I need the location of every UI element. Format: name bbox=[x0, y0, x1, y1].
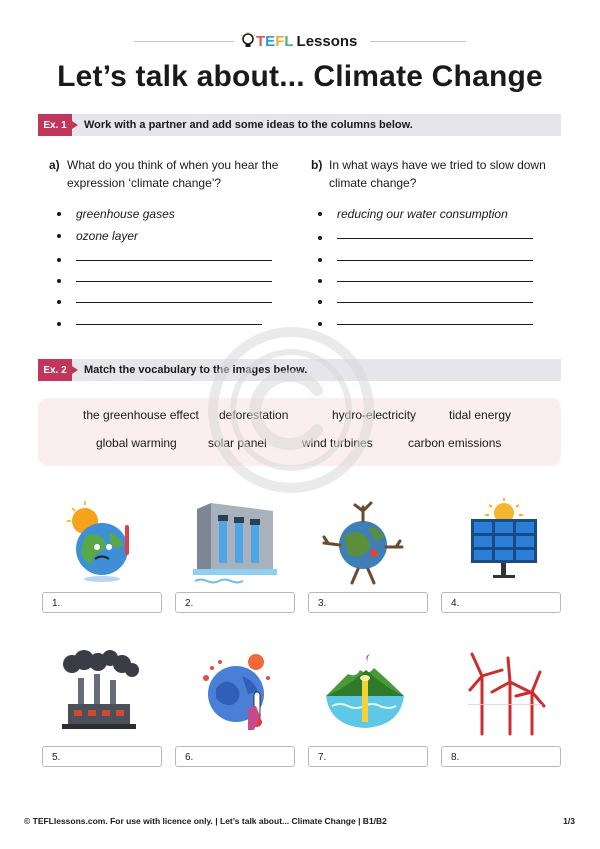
blank-line-item[interactable] bbox=[57, 294, 272, 310]
answer-blank[interactable] bbox=[337, 281, 533, 282]
logo-letter-t: T bbox=[256, 32, 266, 50]
question-b bbox=[311, 156, 561, 196]
answer-blank[interactable] bbox=[337, 238, 533, 239]
page-title: Let’s talk about... Climate Change bbox=[57, 60, 543, 93]
hydro-dam-icon bbox=[189, 497, 279, 587]
tefl-logo bbox=[240, 31, 364, 51]
answer-box-1[interactable]: 1. bbox=[42, 592, 162, 613]
bullet-icon bbox=[318, 300, 322, 304]
lightbulb-icon bbox=[240, 32, 256, 50]
list-item bbox=[57, 228, 138, 244]
factory-smoke-icon bbox=[54, 648, 144, 738]
exercise-1-bar bbox=[38, 114, 561, 136]
answer-box-8[interactable]: 8. bbox=[441, 746, 561, 767]
logo-letter-f: F bbox=[275, 32, 285, 50]
answer-text: greenhouse gases bbox=[76, 207, 175, 221]
exercise-1-tag: Ex. 1 bbox=[38, 114, 72, 136]
page-number: 1/3 bbox=[563, 816, 575, 826]
bullet-icon bbox=[57, 322, 61, 326]
question-a-label: a) bbox=[49, 158, 60, 172]
list-item bbox=[57, 206, 175, 222]
exercise-2-tag: Ex. 2 bbox=[38, 359, 72, 381]
earth-thermometer-icon bbox=[196, 648, 286, 738]
bullet-icon bbox=[318, 322, 322, 326]
bullet-icon bbox=[57, 234, 61, 238]
bullet-icon bbox=[318, 258, 322, 262]
answer-text: reducing our water consumption bbox=[337, 207, 508, 221]
blank-line-item[interactable] bbox=[318, 252, 533, 268]
header-rule-left bbox=[134, 41, 234, 42]
exercise-1-instruction: Work with a partner and add some ideas to the columns below. bbox=[84, 119, 413, 131]
vocab-word: global warming bbox=[96, 436, 177, 450]
blank-line-item[interactable] bbox=[57, 273, 272, 289]
question-b-text: In what ways have we tried to slow down climate change? bbox=[329, 158, 546, 190]
vocab-word: deforestation bbox=[219, 408, 289, 422]
answer-box-6[interactable]: 6. bbox=[175, 746, 295, 767]
header-rule-right bbox=[370, 41, 466, 42]
question-a-text: What do you think of when you hear the expression ‘climate change’? bbox=[67, 158, 279, 190]
dead-tree-earth-icon bbox=[318, 497, 408, 587]
answer-box-7[interactable]: 7. bbox=[308, 746, 428, 767]
logo-letter-l: L bbox=[284, 32, 294, 50]
vocab-word: hydro-electricity bbox=[332, 408, 417, 422]
tidal-wave-icon bbox=[320, 648, 410, 738]
bullet-icon bbox=[57, 279, 61, 283]
answer-blank[interactable] bbox=[76, 281, 272, 282]
blank-line-item[interactable] bbox=[57, 316, 262, 332]
bullet-icon bbox=[57, 212, 61, 216]
answer-blank[interactable] bbox=[76, 302, 272, 303]
solar-panel-icon bbox=[461, 497, 551, 587]
vocab-word: wind turbines bbox=[302, 436, 373, 450]
vocab-word: carbon emissions bbox=[408, 436, 502, 450]
bullet-icon bbox=[57, 258, 61, 262]
logo-letter-e: E bbox=[265, 32, 276, 50]
footer-copyright: © TEFLlessons.com. For use with licence only. | Let’s talk about... Climate Change | B1/B2 bbox=[24, 816, 387, 826]
blank-line-item[interactable] bbox=[318, 294, 533, 310]
answer-blank[interactable] bbox=[76, 324, 262, 325]
blank-line-item[interactable] bbox=[57, 252, 272, 268]
answer-box-5[interactable]: 5. bbox=[42, 746, 162, 767]
bullet-icon bbox=[57, 300, 61, 304]
answer-text: ozone layer bbox=[76, 229, 139, 243]
vocab-word: the greenhouse effect bbox=[83, 408, 199, 422]
bullet-icon bbox=[318, 212, 322, 216]
vocab-word: tidal energy bbox=[449, 408, 512, 422]
answer-blank[interactable] bbox=[337, 324, 533, 325]
answer-box-2[interactable]: 2. bbox=[175, 592, 295, 613]
question-b-label: b) bbox=[311, 158, 323, 172]
sweating-earth-icon bbox=[57, 497, 147, 587]
answer-blank[interactable] bbox=[76, 260, 272, 261]
exercise-2-instruction: Match the vocabulary to the images below. bbox=[84, 364, 308, 376]
exercise-2-bar bbox=[38, 359, 561, 381]
blank-line-item[interactable] bbox=[318, 316, 533, 332]
answer-blank[interactable] bbox=[337, 302, 533, 303]
logo-text: Lessons bbox=[296, 32, 358, 50]
wind-turbines-icon bbox=[460, 648, 550, 738]
vocab-word: solar panel bbox=[208, 436, 267, 450]
answer-blank[interactable] bbox=[337, 260, 533, 261]
answer-box-3[interactable]: 3. bbox=[308, 592, 428, 613]
blank-line-item[interactable] bbox=[318, 273, 533, 289]
bullet-icon bbox=[318, 236, 322, 240]
list-item bbox=[318, 206, 508, 222]
blank-line-item[interactable] bbox=[318, 230, 533, 246]
question-a bbox=[49, 156, 299, 196]
answer-box-4[interactable]: 4. bbox=[441, 592, 561, 613]
bullet-icon bbox=[318, 279, 322, 283]
